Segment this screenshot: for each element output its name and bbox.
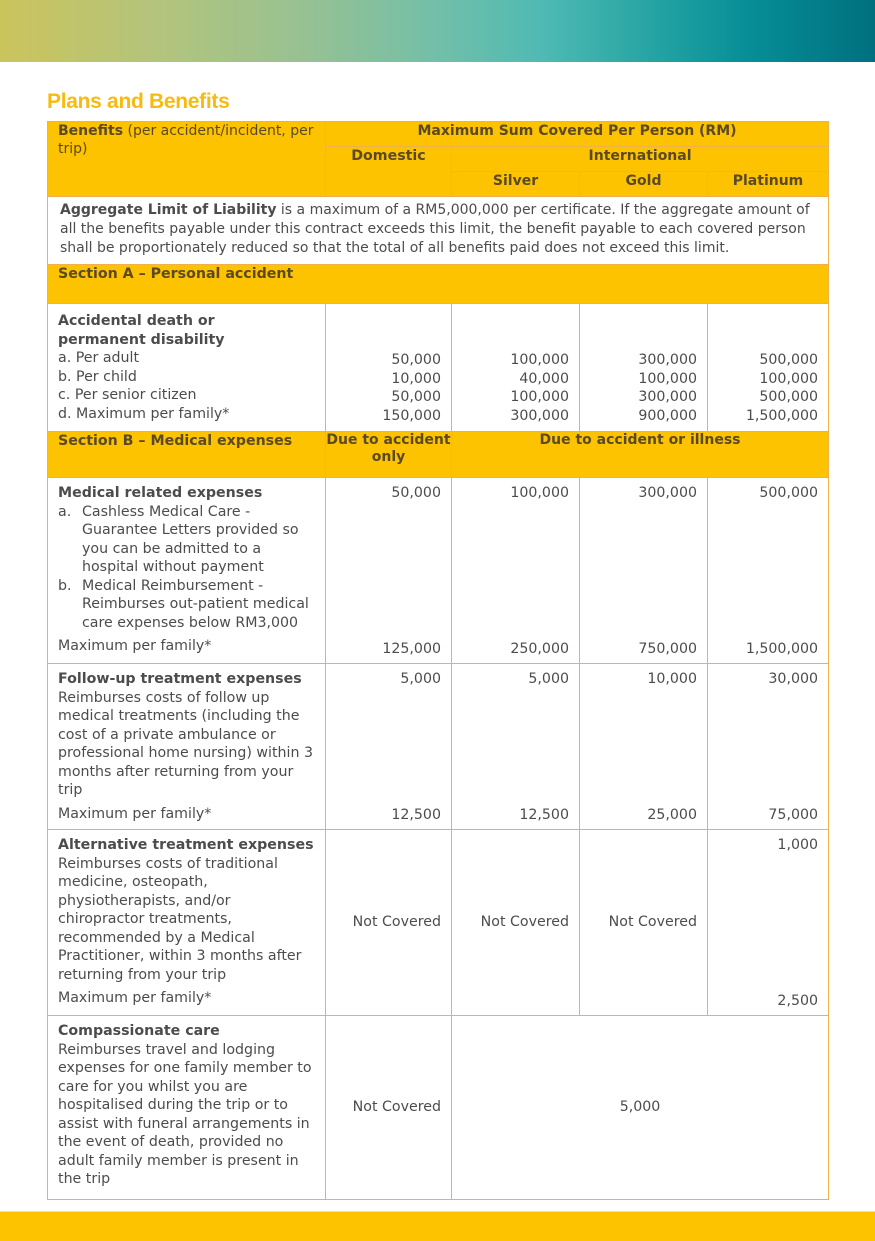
silver-header: Silver: [452, 172, 580, 197]
domestic-value: Not Covered: [326, 1016, 452, 1200]
gold-value: 10,000 25,000: [580, 664, 708, 830]
page-title: Plans and Benefits: [47, 90, 230, 113]
silver-value: 100,000 250,000: [452, 478, 580, 664]
gold-header: Gold: [580, 172, 708, 197]
gold-value: Not Covered: [580, 830, 708, 1016]
table-row: [48, 304, 829, 432]
domestic-value: Not Covered: [326, 830, 452, 1016]
max-sum-header: Maximum Sum Covered Per Person (RM): [326, 122, 829, 147]
table-row: [48, 830, 829, 1016]
footer-band: [0, 1211, 875, 1241]
international-header: International: [452, 147, 829, 172]
section-b-header: Section B – Medical expenses Due to accident only Due to accident or illness: [48, 432, 829, 478]
silver-value: Not Covered: [452, 830, 580, 1016]
domestic-coverage-note: Due to accident only: [326, 432, 452, 478]
benefit-description: Accidental death or permanent disability a. Per adult b. Per child c. Per senior citizen d. Maximum per family*: [48, 304, 326, 432]
benefit-description: Medical related expenses a. Cashless Medical Care - Guarantee Letters provided so you can be admitted to a hospital without payment b. Medical Reimbursement - Reimburses out-patient medical care expenses below RM3,000 Maximum per family*: [48, 478, 326, 664]
silver-value: 5,000 12,500: [452, 664, 580, 830]
international-value: 5,000: [452, 1016, 829, 1200]
benefits-header: Benefits (per accident/incident, per trip): [48, 122, 326, 197]
header-gradient-band: [0, 0, 875, 62]
plans-benefits-table: [47, 121, 829, 1200]
aggregate-limit-note: Aggregate Limit of Liability is a maximum of a RM5,000,000 per certificate. If the aggregate amount of all the benefits payable under this contract exceeds this limit, the benefit payable to each covered person shall be proportionately reduced so that the total of all benefits paid does not exceed this limit.: [48, 197, 829, 265]
platinum-value: 30,000 75,000: [708, 664, 829, 830]
domestic-value: 5,000 12,500: [326, 664, 452, 830]
benefit-description: Alternative treatment expenses Reimburses costs of traditional medicine, osteopath, physiotherapists, and/or chiropractor treatments, recommended by a Medical Practitioner, within 3 months after returning from your trip Maximum per family*: [48, 830, 326, 1016]
domestic-value: 50,000 10,000 50,000 150,000: [326, 304, 452, 432]
table-row: [48, 1016, 829, 1200]
benefit-description: Follow-up treatment expenses Reimburses costs of follow up medical treatments (including the cost of a private ambulance or professional home nursing) within 3 months after returning from your trip Maximum per family*: [48, 664, 326, 830]
section-a-header: Section A – Personal accident: [48, 265, 829, 304]
international-coverage-note: Due to accident or illness: [452, 432, 829, 478]
silver-value: 100,000 40,000 100,000 300,000: [452, 304, 580, 432]
platinum-value: 500,000 1,500,000: [708, 478, 829, 664]
table-row: [48, 478, 829, 664]
platinum-value: 500,000 100,000 500,000 1,500,000: [708, 304, 829, 432]
domestic-header: Domestic: [326, 147, 452, 197]
domestic-value: 50,000 125,000: [326, 478, 452, 664]
table-row: [48, 664, 829, 830]
table-header-row: [48, 122, 829, 147]
gold-value: 300,000 750,000: [580, 478, 708, 664]
platinum-header: Platinum: [708, 172, 829, 197]
gold-value: 300,000 100,000 300,000 900,000: [580, 304, 708, 432]
benefit-description: Compassionate care Reimburses travel and lodging expenses for one family member to care for you whilst you are hospitalised during the trip or to assist with funeral arrangements in the event of death, provided no adult family member is present in the trip: [48, 1016, 326, 1200]
platinum-value: 1,000 2,500: [708, 830, 829, 1016]
